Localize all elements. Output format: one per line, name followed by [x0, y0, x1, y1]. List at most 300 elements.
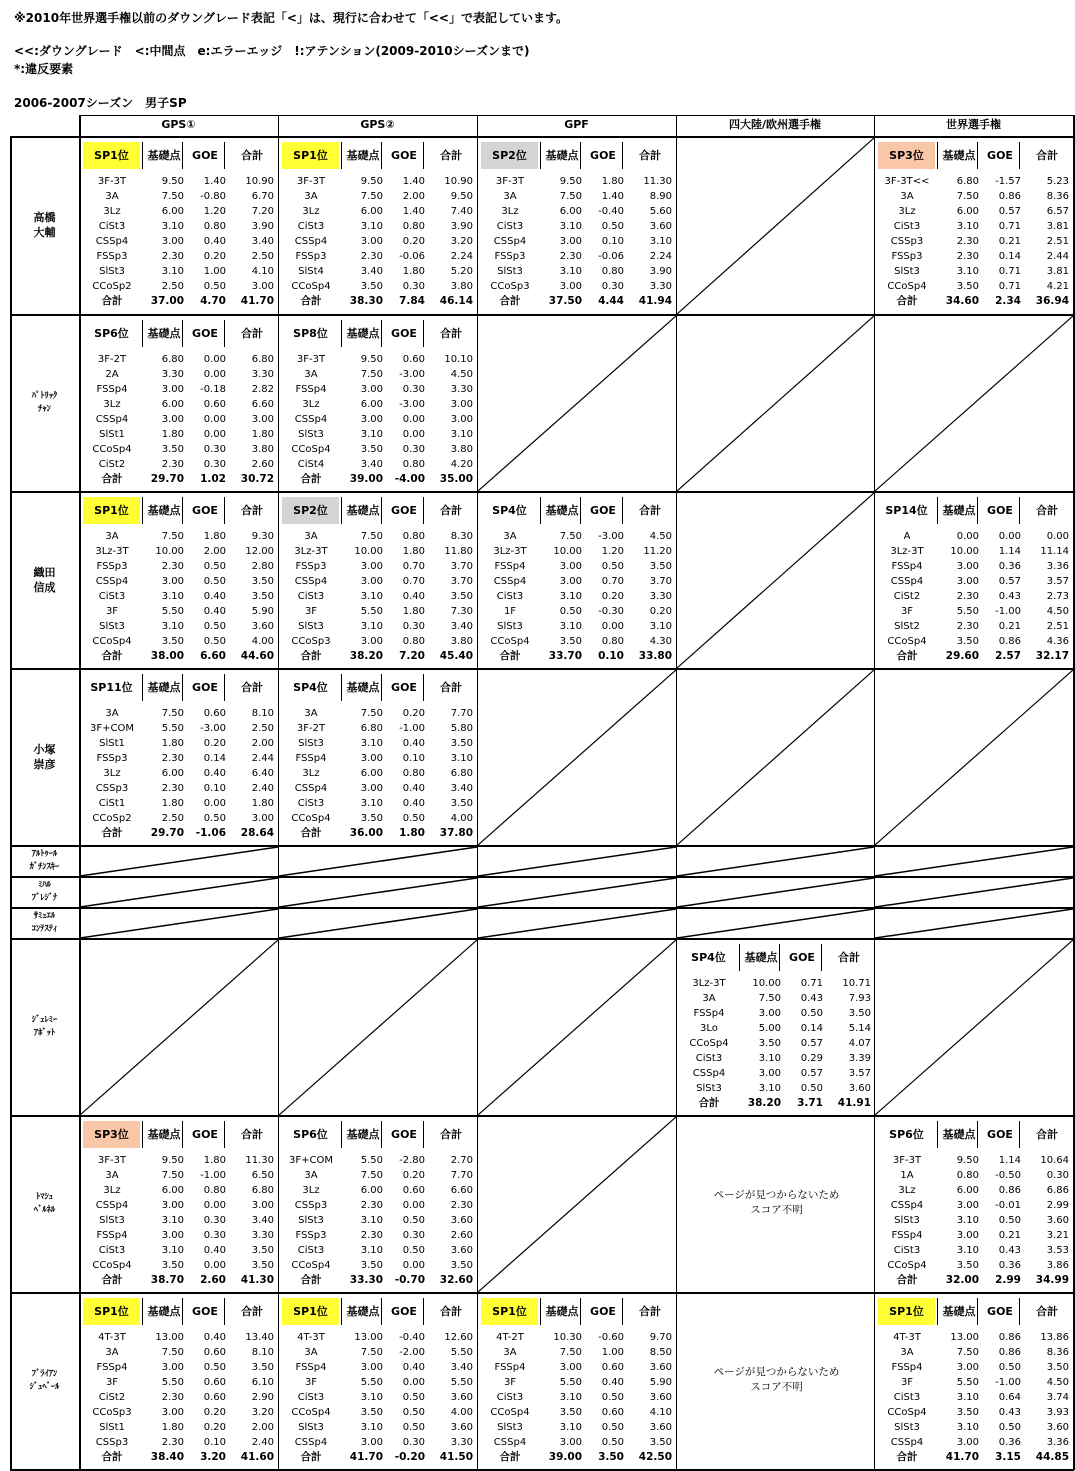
element-total: 4.30: [649, 636, 672, 647]
base-value: 3.10: [360, 429, 383, 440]
goe-header: GOE: [192, 1128, 218, 1141]
goe-value: 1.80: [203, 1155, 226, 1166]
goe-value: 0.80: [402, 531, 425, 542]
total-score: 34.99: [1035, 1274, 1069, 1286]
goe-value: 1.80: [402, 546, 425, 557]
element-row: [80, 1213, 278, 1228]
element-total: 3.50: [251, 576, 274, 587]
base-value: 9.50: [161, 1155, 184, 1166]
base-header: 基礎点: [147, 327, 181, 340]
element-total: 8.50: [649, 1347, 672, 1358]
goe-value: 0.50: [203, 636, 226, 647]
total-score: 36.94: [1035, 295, 1069, 307]
element-row: [875, 529, 1073, 544]
total-goe: 3.20: [200, 1451, 226, 1463]
element-code: CiSt3: [98, 1245, 126, 1256]
goe-value: 0.40: [402, 591, 425, 602]
total-row: [279, 294, 477, 309]
base-value: 6.00: [360, 1185, 383, 1196]
element-total: 3.30: [251, 369, 274, 380]
element-row: [80, 1345, 278, 1360]
element-total: 3.70: [450, 561, 473, 572]
athlete-name: 高橋 大輔: [33, 211, 56, 239]
base-value: 7.50: [360, 531, 383, 542]
element-code: 3Lz-3T: [95, 546, 129, 557]
goe-value: 0.00: [203, 429, 226, 440]
element-code: FSSp3: [96, 753, 128, 764]
goe-value: 0.30: [402, 444, 425, 455]
goe-header: GOE: [391, 327, 417, 340]
element-row: [80, 412, 278, 427]
base-value: 3.10: [161, 266, 184, 277]
element-code: 3Lo: [700, 1023, 718, 1034]
base-value: 2.50: [161, 281, 184, 292]
element-total: 6.57: [1046, 206, 1069, 217]
element-row: [478, 249, 676, 264]
total-row: [279, 826, 477, 841]
competition-cell: [677, 493, 874, 668]
goe-value: 0.86: [998, 191, 1021, 202]
goe-header: GOE: [192, 149, 218, 162]
goe-value: 1.80: [402, 266, 425, 277]
slash-line: [677, 493, 874, 668]
total-score: 46.14: [439, 295, 473, 307]
element-code: CSSp4: [890, 1200, 924, 1211]
goe-header: GOE: [391, 504, 417, 517]
element-row: [875, 1243, 1073, 1258]
element-total: 2.73: [1046, 591, 1069, 602]
competition-cell: [80, 878, 278, 907]
no-entry-slash: [875, 940, 1073, 1115]
element-code: FSSp3: [295, 561, 327, 572]
total-goe: 2.60: [200, 1274, 226, 1286]
element-row: [875, 1213, 1073, 1228]
rank-label: SP1位: [83, 497, 140, 524]
element-code: CCoSp4: [887, 636, 927, 647]
element-row: [279, 529, 477, 544]
element-row: [279, 574, 477, 589]
total-header: 合計: [1036, 1128, 1058, 1141]
total-goe: 3.71: [797, 1097, 823, 1109]
total-row: [875, 1450, 1073, 1465]
total-score: 28.64: [240, 827, 274, 839]
element-code: FSSp4: [693, 1008, 725, 1019]
element-total: 3.30: [649, 281, 672, 292]
base-value: 3.10: [956, 266, 979, 277]
base-value: 3.00: [161, 1407, 184, 1418]
base-value: 1.80: [161, 429, 184, 440]
element-total: 0.20: [649, 606, 672, 617]
base-value: 3.10: [559, 266, 582, 277]
base-header: 基礎点: [545, 504, 579, 517]
element-total: 2.44: [251, 753, 274, 764]
goe-value: 0.60: [203, 708, 226, 719]
total-base: 29.70: [150, 827, 184, 839]
no-entry-slash: [478, 670, 676, 845]
competition-cell: [80, 1294, 278, 1469]
element-code: FSSp4: [295, 1362, 327, 1373]
total-row: [80, 649, 278, 664]
element-total: 2.30: [450, 1200, 473, 1211]
element-code: 4T-3T: [98, 1332, 126, 1343]
base-value: 6.00: [956, 1185, 979, 1196]
total-score: 37.80: [439, 827, 473, 839]
base-value: 1.80: [161, 738, 184, 749]
base-value: 13.00: [950, 1332, 979, 1343]
element-code: CSSp4: [294, 1437, 328, 1448]
total-label: 合計: [101, 1451, 123, 1463]
competition-cell: [875, 940, 1073, 1115]
slash-line: [279, 909, 477, 938]
base-value: 3.00: [559, 576, 582, 587]
element-code: CSSp3: [890, 236, 924, 247]
goe-value: 0.40: [203, 1245, 226, 1256]
element-row: [677, 1051, 874, 1066]
competition-cell: [677, 847, 874, 876]
element-row: [80, 529, 278, 544]
base-value: 3.00: [758, 1008, 781, 1019]
element-row: [279, 264, 477, 279]
goe-value: 0.20: [203, 1407, 226, 1418]
element-row: [279, 1153, 477, 1168]
base-value: 3.00: [956, 1362, 979, 1373]
base-value: 3.50: [161, 1260, 184, 1271]
element-row: [80, 706, 278, 721]
element-total: 5.14: [848, 1023, 871, 1034]
total-header: 合計: [1036, 504, 1058, 517]
base-value: 7.50: [758, 993, 781, 1004]
element-code: FSSp3: [295, 251, 327, 262]
element-code: CiSt3: [297, 798, 325, 809]
element-row: [279, 634, 477, 649]
base-value: 3.50: [956, 281, 979, 292]
goe-value: 0.10: [203, 1437, 226, 1448]
column-divider: [182, 497, 183, 524]
base-header: 基礎点: [147, 681, 181, 694]
element-row: [279, 189, 477, 204]
base-value: 3.00: [360, 783, 383, 794]
element-code: CiSt3: [297, 591, 325, 602]
base-value: 3.10: [559, 591, 582, 602]
element-row: [80, 781, 278, 796]
goe-value: -0.50: [995, 1170, 1021, 1181]
element-code: SlSt2: [894, 621, 920, 632]
element-total: 4.36: [1046, 636, 1069, 647]
element-total: 4.10: [649, 1407, 672, 1418]
base-value: 3.00: [161, 1362, 184, 1373]
base-value: 2.30: [161, 783, 184, 794]
no-entry-slash: [875, 847, 1073, 876]
downgrade-note: ※2010年世界選手権以前のダウングレード表記「<」は、現行に合わせて「<<」で表記しています。: [14, 11, 569, 25]
element-row: [875, 174, 1073, 189]
element-row: [677, 1021, 874, 1036]
element-code: 3F: [304, 1377, 318, 1388]
goe-value: 0.20: [203, 1422, 226, 1433]
competition-cell: [279, 1294, 477, 1469]
column-divider: [423, 497, 424, 524]
element-total: 4.20: [450, 459, 473, 470]
element-total: 6.80: [251, 354, 274, 365]
goe-value: 1.40: [203, 176, 226, 187]
goe-value: 0.86: [998, 1185, 1021, 1196]
element-code: CiSt3: [98, 591, 126, 602]
element-code: SlSt3: [99, 1215, 125, 1226]
competition-cell: [80, 493, 278, 668]
goe-value: 0.60: [203, 1377, 226, 1388]
competition-cell: [478, 909, 676, 938]
element-row: [478, 559, 676, 574]
element-row: [875, 204, 1073, 219]
element-total: 3.50: [450, 591, 473, 602]
athlete-name: ﾌﾞﾗｲｱﾝ ｼﾞｭﾍﾞｰﾙ: [29, 1368, 60, 1392]
element-code: SlSt3: [497, 1422, 523, 1433]
element-total: 6.60: [450, 1185, 473, 1196]
element-row: [80, 397, 278, 412]
no-entry-slash: [478, 909, 676, 938]
element-row: [875, 544, 1073, 559]
base-value: 2.30: [161, 561, 184, 572]
element-code: FSSp4: [891, 1362, 923, 1373]
no-entry-slash: [875, 878, 1073, 907]
element-code: 3A: [105, 708, 119, 719]
base-value: 3.50: [956, 636, 979, 647]
total-score: 41.50: [439, 1451, 473, 1463]
element-code: 3A: [304, 191, 318, 202]
element-row: [279, 1330, 477, 1345]
no-entry-slash: [677, 878, 874, 907]
element-total: 3.10: [649, 621, 672, 632]
element-row: [875, 219, 1073, 234]
element-code: 3F-3T: [296, 354, 326, 365]
base-value: 3.00: [559, 1362, 582, 1373]
element-code: 1F: [503, 606, 517, 617]
element-code: CSSp4: [692, 1068, 726, 1079]
element-code: CCoSp4: [887, 281, 927, 292]
element-code: SlSt3: [298, 1422, 324, 1433]
column-divider: [224, 674, 225, 701]
base-header: 基礎点: [942, 504, 976, 517]
goe-header: GOE: [391, 1128, 417, 1141]
athlete-name: ｻﾐｭｴﾙ ｺﾝﾃｽﾃｨ: [31, 910, 58, 934]
column-divider: [142, 142, 143, 169]
goe-value: 0.60: [601, 1407, 624, 1418]
element-code: 3F-3T<<: [884, 176, 930, 187]
element-row: [875, 1168, 1073, 1183]
element-total: 2.51: [1046, 621, 1069, 632]
column-divider: [182, 1298, 183, 1325]
competition-cell: [677, 138, 874, 314]
element-total: 3.40: [251, 236, 274, 247]
goe-value: 0.86: [998, 1332, 1021, 1343]
element-row: [677, 976, 874, 991]
competition-cell: [80, 847, 278, 876]
element-row: [279, 589, 477, 604]
element-total: 3.53: [1046, 1245, 1069, 1256]
base-value: 2.30: [360, 1230, 383, 1241]
goe-value: 0.30: [601, 281, 624, 292]
element-total: 3.21: [1046, 1230, 1069, 1241]
element-total: 3.30: [450, 1437, 473, 1448]
base-value: 2.30: [956, 251, 979, 262]
element-code: 3F: [503, 1377, 517, 1388]
goe-value: -2.80: [399, 1155, 425, 1166]
base-value: 10.30: [553, 1332, 582, 1343]
element-row: [478, 219, 676, 234]
goe-value: 0.60: [203, 1347, 226, 1358]
base-header: 基礎点: [545, 1305, 579, 1318]
base-value: 3.10: [161, 1215, 184, 1226]
base-value: 3.00: [956, 576, 979, 587]
element-row: [80, 1228, 278, 1243]
base-value: 7.50: [161, 531, 184, 542]
score-header-row: [875, 1121, 1073, 1148]
element-code: SlSt3: [298, 429, 324, 440]
element-code: SlSt3: [497, 621, 523, 632]
no-entry-slash: [478, 847, 676, 876]
element-code: CCoSp4: [291, 1260, 331, 1271]
element-total: 3.00: [251, 281, 274, 292]
goe-header: GOE: [391, 149, 417, 162]
goe-value: 0.80: [601, 636, 624, 647]
total-score: 35.00: [439, 473, 473, 485]
element-total: 3.60: [1046, 1215, 1069, 1226]
element-total: 3.60: [649, 221, 672, 232]
base-value: 3.50: [956, 1260, 979, 1271]
element-row: [279, 204, 477, 219]
element-row: [279, 781, 477, 796]
base-value: 3.10: [360, 798, 383, 809]
element-code: SlSt1: [99, 738, 125, 749]
competition-cell: [875, 878, 1073, 907]
element-code: 3A: [105, 1347, 119, 1358]
element-code: CCoSp4: [92, 444, 132, 455]
column-divider: [381, 320, 382, 347]
base-value: 3.50: [559, 1407, 582, 1418]
score-header-row: [677, 944, 874, 971]
element-row: [478, 1345, 676, 1360]
base-header: 基礎点: [346, 504, 380, 517]
total-label: 合計: [101, 295, 123, 307]
element-total: 4.10: [251, 266, 274, 277]
goe-value: 0.71: [998, 281, 1021, 292]
goe-header: GOE: [987, 504, 1013, 517]
element-code: A: [903, 531, 911, 542]
rank-label: SP6位: [293, 1128, 328, 1141]
element-total: 4.50: [450, 369, 473, 380]
element-code: 3Lz-3T: [294, 546, 328, 557]
element-code: CiSt3: [297, 1392, 325, 1403]
element-total: 8.90: [649, 191, 672, 202]
goe-value: 0.30: [203, 444, 226, 455]
goe-value: 0.20: [402, 236, 425, 247]
element-total: 2.60: [450, 1230, 473, 1241]
column-divider: [1019, 1121, 1020, 1148]
element-total: 9.30: [251, 531, 274, 542]
goe-value: 0.86: [998, 1347, 1021, 1358]
rank-label: SP8位: [293, 327, 328, 340]
element-row: [875, 189, 1073, 204]
goe-header: GOE: [987, 149, 1013, 162]
score-header-row: [875, 1298, 1073, 1325]
goe-value: 0.57: [998, 576, 1021, 587]
base-value: 6.00: [559, 206, 582, 217]
total-goe: 7.20: [399, 650, 425, 662]
score-header-row: [279, 320, 477, 347]
goe-value: -0.06: [399, 251, 425, 262]
total-base: 38.30: [349, 295, 383, 307]
element-code: CSSp4: [294, 576, 328, 587]
element-code: FSSp4: [96, 1362, 128, 1373]
element-row: [279, 559, 477, 574]
rank-label: SP11位: [90, 681, 133, 694]
goe-value: 0.70: [601, 576, 624, 587]
competition-cell: [279, 909, 477, 938]
element-code: FSSp4: [295, 753, 327, 764]
base-value: 2.30: [161, 1392, 184, 1403]
element-code: FSSp3: [295, 1230, 327, 1241]
goe-value: 0.70: [402, 576, 425, 587]
base-value: 1.80: [161, 1422, 184, 1433]
score-header-row: [279, 1121, 477, 1148]
element-row: [875, 279, 1073, 294]
base-value: 3.50: [161, 444, 184, 455]
base-value: 5.50: [161, 606, 184, 617]
element-row: [80, 589, 278, 604]
base-value: 6.80: [956, 176, 979, 187]
goe-value: 0.10: [402, 753, 425, 764]
season-title: 2006-2007シーズン 男子SP: [14, 96, 187, 110]
total-score: 32.60: [439, 1274, 473, 1286]
no-entry-slash: [478, 878, 676, 907]
element-code: CCoSp3: [490, 281, 530, 292]
athlete-name: 小塚 崇彦: [33, 742, 56, 771]
element-row: [677, 991, 874, 1006]
element-row: [279, 1183, 477, 1198]
column-divider: [224, 1121, 225, 1148]
element-total: 3.10: [649, 236, 672, 247]
element-row: [478, 574, 676, 589]
goe-value: 0.20: [402, 1170, 425, 1181]
base-value: 7.50: [360, 1170, 383, 1181]
element-total: 3.60: [848, 1083, 871, 1094]
base-value: 3.50: [360, 281, 383, 292]
element-row: [279, 619, 477, 634]
element-code: CCoSp4: [291, 813, 331, 824]
no-entry-slash: [478, 1117, 676, 1292]
element-total: 3.36: [1046, 561, 1069, 572]
goe-value: 1.40: [402, 206, 425, 217]
element-total: 8.30: [450, 531, 473, 542]
element-row: [478, 634, 676, 649]
element-code: 4T-3T: [297, 1332, 325, 1343]
base-value: 7.50: [161, 191, 184, 202]
element-row: [80, 604, 278, 619]
element-total: 10.71: [842, 978, 871, 989]
element-row: [279, 1390, 477, 1405]
element-row: [80, 457, 278, 472]
goe-value: 0.40: [402, 798, 425, 809]
goe-value: 0.64: [998, 1392, 1021, 1403]
goe-value: 0.50: [601, 1422, 624, 1433]
element-code: 3F: [900, 1377, 914, 1388]
element-code: FSSp3: [96, 251, 128, 262]
element-row: [279, 1228, 477, 1243]
element-row: [478, 174, 676, 189]
element-total: 3.10: [450, 429, 473, 440]
element-row: [279, 219, 477, 234]
goe-value: 1.80: [601, 176, 624, 187]
legend-line: <<:ダウングレード <:中間点 e:エラーエッジ !:アテンション(2009-2010シーズンまで): [14, 44, 530, 58]
